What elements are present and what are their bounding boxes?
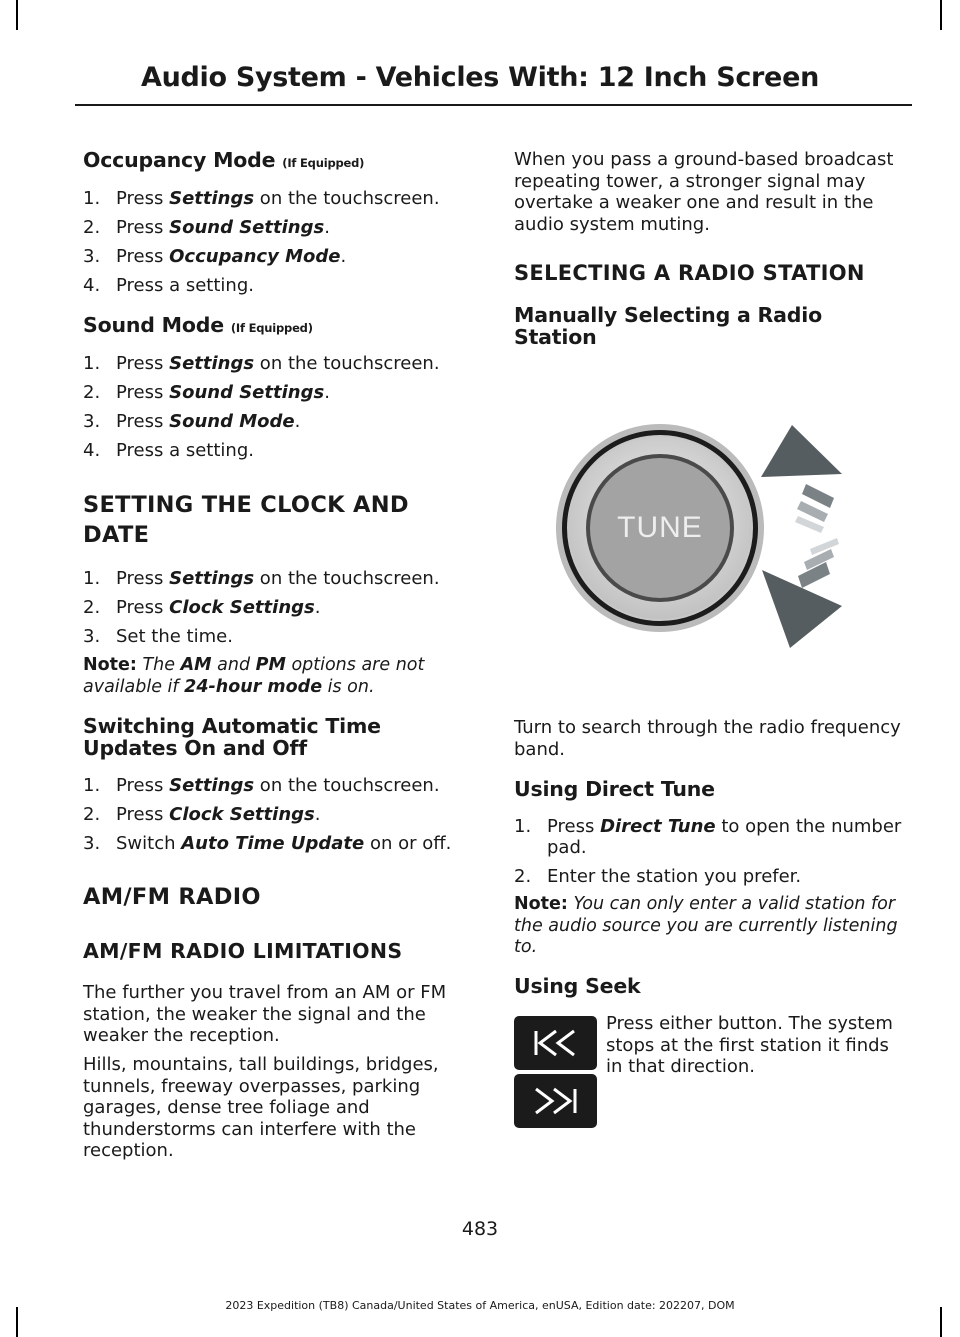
tune-knob	[556, 424, 764, 632]
list-item: 3. Press Occupancy Mode.	[83, 246, 347, 267]
direct-tune-note: Note: You can only enter a valid station for the audio source you are currently listening to.	[514, 894, 898, 957]
seek-heading: Using Seek	[514, 974, 641, 998]
list-item: 1. Press Settings on the touchscreen.	[83, 568, 440, 589]
tower-paragraph: When you pass a ground-based broadcast repeating tower, a stronger signal may overtake a weaker one and result in the audio system muting.	[514, 149, 894, 235]
skip-forward-icon	[514, 1074, 597, 1128]
crop-mark	[940, 0, 942, 30]
list-item: 3. Set the time.	[83, 626, 233, 647]
turn-down-arrow-icon	[762, 538, 842, 648]
crop-mark	[16, 0, 18, 30]
page-header-title: Audio System - Vehicles With: 12 Inch Screen	[140, 62, 820, 93]
list-item: 3. Press Sound Mode.	[83, 411, 301, 432]
limitations-paragraph-1: The further you travel from an AM or FM station, the weaker the signal and the weaker the reception.	[83, 982, 447, 1046]
skip-back-icon	[514, 1016, 597, 1070]
list-item: 2. Press Sound Settings.	[83, 382, 330, 403]
page-number: 483	[461, 1218, 499, 1240]
clock-note: Note: The AM and PM options are not available if 24-hour mode is on.	[83, 655, 425, 697]
knob-label: TUNE	[617, 511, 703, 544]
list-item: 1. Press Settings on the touchscreen.	[83, 353, 440, 374]
turn-paragraph: Turn to search through the radio frequency band.	[514, 717, 901, 760]
list-item: 2. Enter the station you prefer.	[514, 866, 802, 887]
amfm-section-heading: AM/FM RADIO	[83, 884, 261, 910]
header-rule	[75, 104, 912, 106]
manual-selecting-heading: Manually Selecting a Radio Station	[514, 303, 822, 349]
selecting-station-heading: SELECTING A RADIO STATION	[514, 261, 865, 285]
turn-up-arrow-icon	[761, 425, 842, 533]
seek-back-button	[514, 1016, 597, 1070]
list-item: 1. Press Settings on the touchscreen.	[83, 188, 440, 209]
list-item: 2. Press Clock Settings.	[83, 804, 321, 825]
clock-section-heading: SETTING THE CLOCK AND DATE	[83, 492, 409, 548]
sound-mode-heading: Sound Mode (If Equipped)	[83, 313, 313, 337]
tune-knob-illustration	[554, 410, 894, 670]
footer-edition-info: 2023 Expedition (TB8) Canada/United States of America, enUSA, Edition date: 202207, DOM	[225, 1299, 735, 1312]
list-item: 1. Press Direct Tune to open the number pad.	[514, 816, 902, 858]
limitations-paragraph-2: Hills, mountains, tall buildings, bridges, tunnels, freeway overpasses, parking garages, dense tree foliage and thunderstorms can interfere with the reception.	[83, 1054, 439, 1161]
seek-paragraph: Press either button. The system stops at the first station it finds in that direction.	[606, 1013, 893, 1077]
seek-forward-button	[514, 1074, 597, 1128]
auto-time-heading: Switching Automatic Time Updates On and Off	[83, 714, 381, 760]
list-item: 2. Press Sound Settings.	[83, 217, 330, 238]
list-item: 2. Press Clock Settings.	[83, 597, 321, 618]
list-item: 1. Press Settings on the touchscreen.	[83, 775, 440, 796]
limitations-heading: AM/FM RADIO LIMITATIONS	[83, 939, 403, 963]
list-item: 4. Press a setting.	[83, 275, 254, 296]
list-item: 3. Switch Auto Time Update on or off.	[83, 833, 452, 854]
direct-tune-heading: Using Direct Tune	[514, 777, 715, 801]
list-item: 4. Press a setting.	[83, 440, 254, 461]
occupancy-mode-heading: Occupancy Mode (If Equipped)	[83, 148, 365, 172]
